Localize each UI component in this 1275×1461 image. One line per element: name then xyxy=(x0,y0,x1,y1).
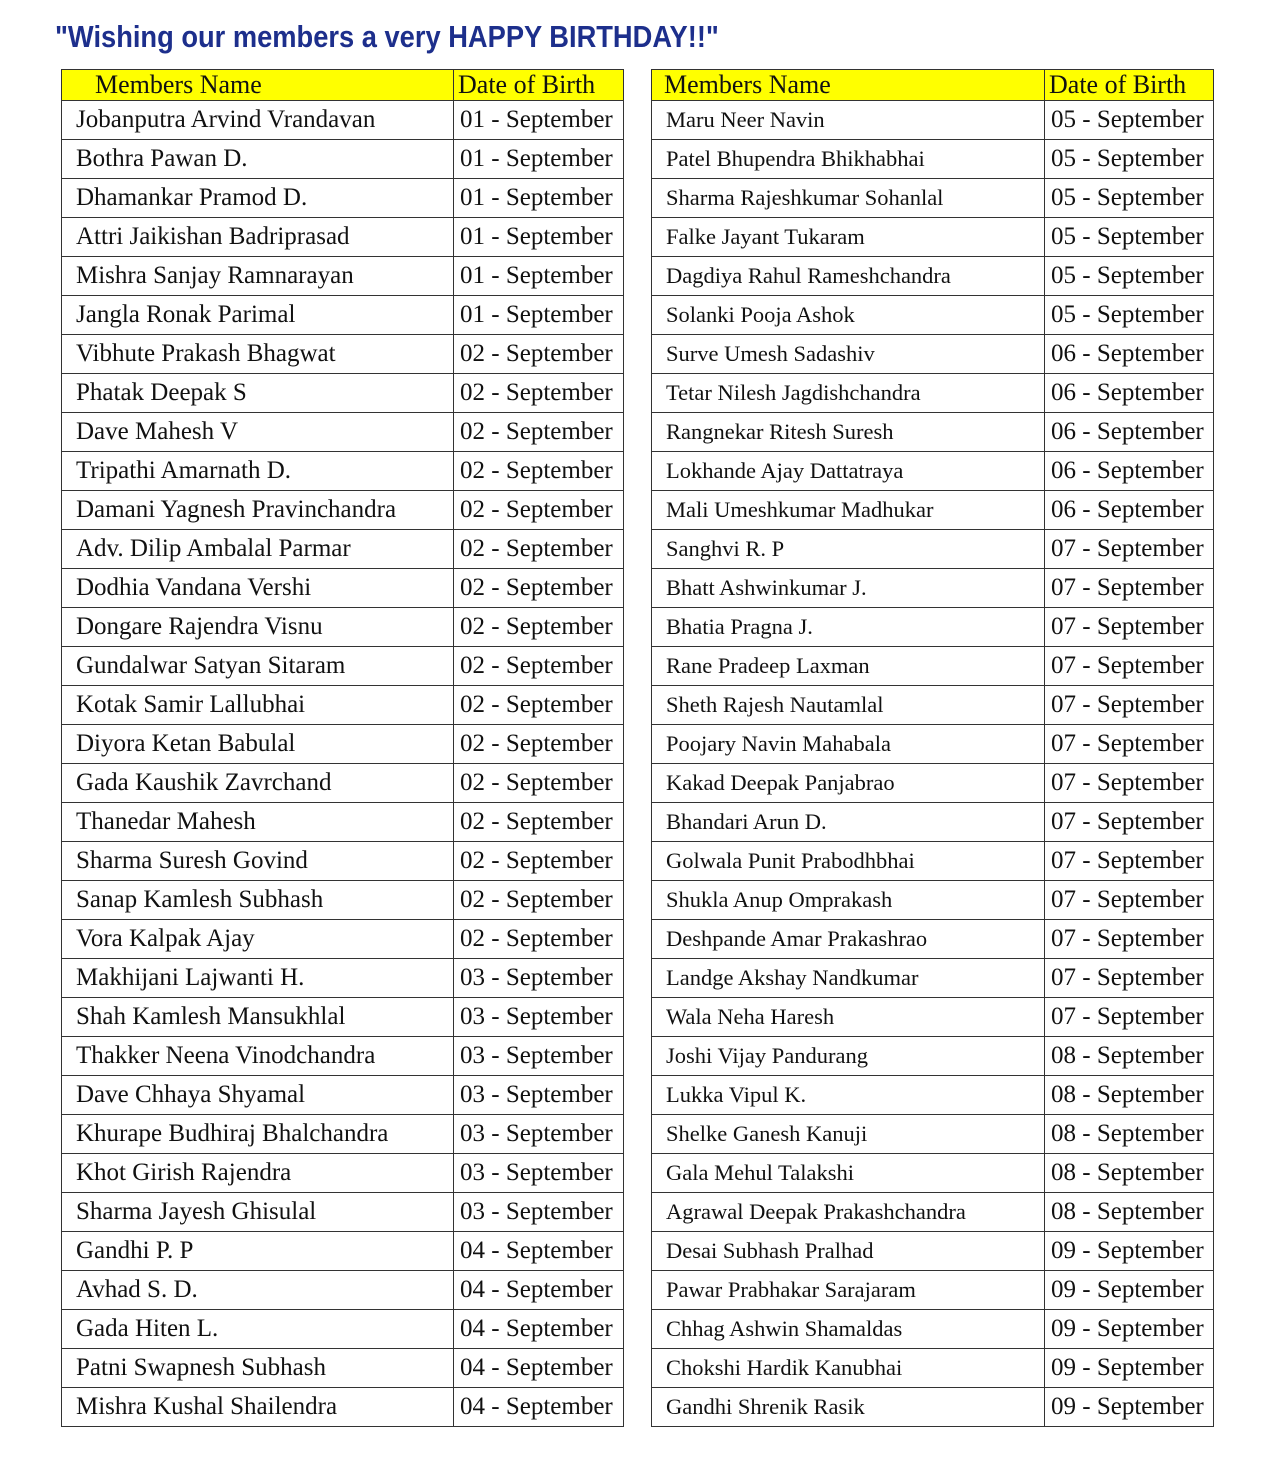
table-row xyxy=(652,530,1214,569)
table-row xyxy=(652,452,1214,491)
table-row xyxy=(652,1349,1214,1388)
table-row xyxy=(652,374,1214,413)
table-row xyxy=(62,920,624,959)
member-name-cell: Mishra Sanjay Ramnarayan xyxy=(62,257,454,296)
date-of-birth-cell: 04 - September xyxy=(454,1271,624,1310)
table-row xyxy=(62,1037,624,1076)
table-row xyxy=(652,881,1214,920)
date-of-birth-cell: 02 - September xyxy=(454,491,624,530)
table-row xyxy=(652,1310,1214,1349)
member-name-cell: Shukla Anup Omprakash xyxy=(652,881,1045,920)
date-of-birth-cell: 01 - September xyxy=(454,296,624,335)
table-row xyxy=(652,1271,1214,1310)
table-row xyxy=(62,1310,624,1349)
member-name-cell: Sharma Suresh Govind xyxy=(62,842,454,881)
date-of-birth-cell: 05 - September xyxy=(1045,218,1214,257)
member-name-cell: Poojary Navin Mahabala xyxy=(652,725,1045,764)
member-name-cell: Deshpande Amar Prakashrao xyxy=(652,920,1045,959)
table-row xyxy=(62,530,624,569)
date-of-birth-cell: 01 - September xyxy=(454,140,624,179)
member-name-cell: Chhag Ashwin Shamaldas xyxy=(652,1310,1045,1349)
table-row xyxy=(652,296,1214,335)
member-name-cell: Makhijani Lajwanti H. xyxy=(62,959,454,998)
table-row xyxy=(62,1154,624,1193)
table-row xyxy=(62,218,624,257)
member-name-cell: Dodhia Vandana Vershi xyxy=(62,569,454,608)
member-name-cell: Landge Akshay Nandkumar xyxy=(652,959,1045,998)
member-name-cell: Avhad S. D. xyxy=(62,1271,454,1310)
member-name-cell: Tetar Nilesh Jagdishchandra xyxy=(652,374,1045,413)
birthday-table-right xyxy=(651,69,1214,1427)
member-name-cell: Gada Hiten L. xyxy=(62,1310,454,1349)
table-row xyxy=(652,803,1214,842)
table-row xyxy=(62,881,624,920)
member-name-cell: Sharma Rajeshkumar Sohanlal xyxy=(652,179,1045,218)
member-name-cell: Adv. Dilip Ambalal Parmar xyxy=(62,530,454,569)
member-name-cell: Chokshi Hardik Kanubhai xyxy=(652,1349,1045,1388)
member-name-cell: Gandhi Shrenik Rasik xyxy=(652,1388,1045,1427)
date-of-birth-cell: 02 - September xyxy=(454,647,624,686)
date-of-birth-cell: 09 - September xyxy=(1045,1271,1214,1310)
member-name-cell: Mishra Kushal Shailendra xyxy=(62,1388,454,1427)
birthday-table-left xyxy=(61,69,624,1427)
date-of-birth-cell: 08 - September xyxy=(1045,1193,1214,1232)
member-name-cell: Maru Neer Navin xyxy=(652,101,1045,140)
date-of-birth-cell: 08 - September xyxy=(1045,1076,1214,1115)
date-of-birth-cell: 09 - September xyxy=(1045,1232,1214,1271)
date-of-birth-cell: 07 - September xyxy=(1045,881,1214,920)
member-name-cell: Pawar Prabhakar Sarajaram xyxy=(652,1271,1045,1310)
table-row xyxy=(62,1232,624,1271)
date-of-birth-cell: 02 - September xyxy=(454,881,624,920)
table-row xyxy=(652,1037,1214,1076)
date-of-birth-cell: 03 - September xyxy=(454,1037,624,1076)
table-row xyxy=(652,764,1214,803)
table-row xyxy=(62,296,624,335)
table-row xyxy=(652,569,1214,608)
member-name-cell: Gala Mehul Talakshi xyxy=(652,1154,1045,1193)
member-name-cell: Thakker Neena Vinodchandra xyxy=(62,1037,454,1076)
member-name-cell: Patel Bhupendra Bhikhabhai xyxy=(652,140,1045,179)
member-name-cell: Phatak Deepak S xyxy=(62,374,454,413)
table-row xyxy=(62,764,624,803)
date-of-birth-cell: 09 - September xyxy=(1045,1349,1214,1388)
table-row xyxy=(62,491,624,530)
member-name-cell: Sanghvi R. P xyxy=(652,530,1045,569)
date-of-birth-cell: 09 - September xyxy=(1045,1310,1214,1349)
table-row xyxy=(62,452,624,491)
date-of-birth-cell: 05 - September xyxy=(1045,179,1214,218)
date-of-birth-cell: 02 - September xyxy=(454,686,624,725)
member-name-cell: Rangnekar Ritesh Suresh xyxy=(652,413,1045,452)
table-row xyxy=(62,140,624,179)
member-name-cell: Jangla Ronak Parimal xyxy=(62,296,454,335)
date-of-birth-cell: 09 - September xyxy=(1045,1388,1214,1427)
date-of-birth-cell: 01 - September xyxy=(454,179,624,218)
date-of-birth-cell: 07 - September xyxy=(1045,998,1214,1037)
member-name-cell: Desai Subhash Pralhad xyxy=(652,1232,1045,1271)
table-row xyxy=(62,569,624,608)
date-of-birth-cell: 07 - September xyxy=(1045,920,1214,959)
date-of-birth-cell: 03 - September xyxy=(454,959,624,998)
column-header-members-name: Members Name xyxy=(652,70,1045,101)
date-of-birth-cell: 07 - September xyxy=(1045,764,1214,803)
date-of-birth-cell: 07 - September xyxy=(1045,647,1214,686)
member-name-cell: Shelke Ganesh Kanuji xyxy=(652,1115,1045,1154)
table-row xyxy=(62,179,624,218)
table-row xyxy=(652,608,1214,647)
member-name-cell: Falke Jayant Tukaram xyxy=(652,218,1045,257)
date-of-birth-cell: 07 - September xyxy=(1045,803,1214,842)
member-name-cell: Thanedar Mahesh xyxy=(62,803,454,842)
member-name-cell: Gundalwar Satyan Sitaram xyxy=(62,647,454,686)
date-of-birth-cell: 05 - September xyxy=(1045,101,1214,140)
table-row xyxy=(652,1388,1214,1427)
table-row xyxy=(62,647,624,686)
member-name-cell: Dagdiya Rahul Rameshchandra xyxy=(652,257,1045,296)
table-row xyxy=(652,413,1214,452)
table-row xyxy=(652,920,1214,959)
date-of-birth-cell: 04 - September xyxy=(454,1349,624,1388)
date-of-birth-cell: 05 - September xyxy=(1045,296,1214,335)
date-of-birth-cell: 02 - September xyxy=(454,803,624,842)
table-row xyxy=(652,686,1214,725)
member-name-cell: Rane Pradeep Laxman xyxy=(652,647,1045,686)
member-name-cell: Lukka Vipul K. xyxy=(652,1076,1045,1115)
table-row xyxy=(62,686,624,725)
table-row xyxy=(62,257,624,296)
column-header-date-of-birth: Date of Birth xyxy=(1045,70,1214,101)
member-name-cell: Attri Jaikishan Badriprasad xyxy=(62,218,454,257)
table-row xyxy=(652,647,1214,686)
member-name-cell: Bhatt Ashwinkumar J. xyxy=(652,569,1045,608)
member-name-cell: Diyora Ketan Babulal xyxy=(62,725,454,764)
table-row xyxy=(652,218,1214,257)
date-of-birth-cell: 03 - September xyxy=(454,1154,624,1193)
table-row xyxy=(62,1193,624,1232)
date-of-birth-cell: 02 - September xyxy=(454,842,624,881)
table-row xyxy=(62,725,624,764)
date-of-birth-cell: 02 - September xyxy=(454,374,624,413)
table-row xyxy=(62,1115,624,1154)
member-name-cell: Bhandari Arun D. xyxy=(652,803,1045,842)
member-name-cell: Patni Swapnesh Subhash xyxy=(62,1349,454,1388)
date-of-birth-cell: 08 - September xyxy=(1045,1115,1214,1154)
table-row xyxy=(652,140,1214,179)
date-of-birth-cell: 07 - September xyxy=(1045,569,1214,608)
table-row xyxy=(62,413,624,452)
member-name-cell: Dhamankar Pramod D. xyxy=(62,179,454,218)
member-name-cell: Bothra Pawan D. xyxy=(62,140,454,179)
table-row xyxy=(652,842,1214,881)
date-of-birth-cell: 02 - September xyxy=(454,569,624,608)
date-of-birth-cell: 02 - September xyxy=(454,608,624,647)
date-of-birth-cell: 07 - September xyxy=(1045,959,1214,998)
table-row xyxy=(652,1076,1214,1115)
date-of-birth-cell: 06 - September xyxy=(1045,452,1214,491)
date-of-birth-cell: 07 - September xyxy=(1045,842,1214,881)
date-of-birth-cell: 02 - September xyxy=(454,452,624,491)
table-row xyxy=(62,608,624,647)
member-name-cell: Shah Kamlesh Mansukhlal xyxy=(62,998,454,1037)
date-of-birth-cell: 02 - September xyxy=(454,725,624,764)
table-row xyxy=(62,1388,624,1427)
date-of-birth-cell: 06 - September xyxy=(1045,374,1214,413)
page-title: "Wishing our members a very HAPPY BIRTHDAY!!" xyxy=(55,19,719,54)
date-of-birth-cell: 01 - September xyxy=(454,257,624,296)
table-header-row xyxy=(62,70,624,101)
date-of-birth-cell: 07 - September xyxy=(1045,608,1214,647)
member-name-cell: Joshi Vijay Pandurang xyxy=(652,1037,1045,1076)
date-of-birth-cell: 03 - September xyxy=(454,1076,624,1115)
table-row xyxy=(652,1232,1214,1271)
date-of-birth-cell: 05 - September xyxy=(1045,257,1214,296)
date-of-birth-cell: 04 - September xyxy=(454,1232,624,1271)
date-of-birth-cell: 04 - September xyxy=(454,1388,624,1427)
member-name-cell: Damani Yagnesh Pravinchandra xyxy=(62,491,454,530)
date-of-birth-cell: 03 - September xyxy=(454,1193,624,1232)
date-of-birth-cell: 03 - September xyxy=(454,1115,624,1154)
member-name-cell: Golwala Punit Prabodhbhai xyxy=(652,842,1045,881)
table-row xyxy=(62,959,624,998)
member-name-cell: Vibhute Prakash Bhagwat xyxy=(62,335,454,374)
table-row xyxy=(62,842,624,881)
table-row xyxy=(62,374,624,413)
column-header-date-of-birth: Date of Birth xyxy=(454,70,624,101)
member-name-cell: Dave Chhaya Shyamal xyxy=(62,1076,454,1115)
date-of-birth-cell: 07 - September xyxy=(1045,686,1214,725)
table-row xyxy=(62,1271,624,1310)
date-of-birth-cell: 05 - September xyxy=(1045,140,1214,179)
table-body-right xyxy=(652,101,1214,1427)
member-name-cell: Sharma Jayesh Ghisulal xyxy=(62,1193,454,1232)
date-of-birth-cell: 07 - September xyxy=(1045,725,1214,764)
date-of-birth-cell: 06 - September xyxy=(1045,413,1214,452)
date-of-birth-cell: 08 - September xyxy=(1045,1154,1214,1193)
date-of-birth-cell: 07 - September xyxy=(1045,530,1214,569)
member-name-cell: Sheth Rajesh Nautamlal xyxy=(652,686,1045,725)
table-row xyxy=(62,803,624,842)
date-of-birth-cell: 01 - September xyxy=(454,218,624,257)
member-name-cell: Khurape Budhiraj Bhalchandra xyxy=(62,1115,454,1154)
table-row xyxy=(652,998,1214,1037)
table-row xyxy=(652,959,1214,998)
table-row xyxy=(62,1349,624,1388)
column-header-members-name: Members Name xyxy=(62,70,454,101)
member-name-cell: Khot Girish Rajendra xyxy=(62,1154,454,1193)
table-row xyxy=(652,179,1214,218)
table-row xyxy=(62,101,624,140)
date-of-birth-cell: 02 - September xyxy=(454,413,624,452)
table-body-left xyxy=(62,101,624,1427)
table-row xyxy=(62,335,624,374)
member-name-cell: Dongare Rajendra Visnu xyxy=(62,608,454,647)
table-row xyxy=(652,335,1214,374)
date-of-birth-cell: 02 - September xyxy=(454,920,624,959)
member-name-cell: Sanap Kamlesh Subhash xyxy=(62,881,454,920)
table-row xyxy=(62,1076,624,1115)
date-of-birth-cell: 06 - September xyxy=(1045,335,1214,374)
member-name-cell: Agrawal Deepak Prakashchandra xyxy=(652,1193,1045,1232)
table-row xyxy=(652,1154,1214,1193)
member-name-cell: Vora Kalpak Ajay xyxy=(62,920,454,959)
member-name-cell: Wala Neha Haresh xyxy=(652,998,1045,1037)
member-name-cell: Jobanputra Arvind Vrandavan xyxy=(62,101,454,140)
table-row xyxy=(62,998,624,1037)
member-name-cell: Bhatia Pragna J. xyxy=(652,608,1045,647)
table-row xyxy=(652,101,1214,140)
date-of-birth-cell: 02 - September xyxy=(454,335,624,374)
table-row xyxy=(652,491,1214,530)
member-name-cell: Mali Umeshkumar Madhukar xyxy=(652,491,1045,530)
date-of-birth-cell: 06 - September xyxy=(1045,491,1214,530)
member-name-cell: Solanki Pooja Ashok xyxy=(652,296,1045,335)
date-of-birth-cell: 02 - September xyxy=(454,530,624,569)
table-row xyxy=(652,725,1214,764)
member-name-cell: Gandhi P. P xyxy=(62,1232,454,1271)
member-name-cell: Kakad Deepak Panjabrao xyxy=(652,764,1045,803)
date-of-birth-cell: 08 - September xyxy=(1045,1037,1214,1076)
table-row xyxy=(652,1193,1214,1232)
date-of-birth-cell: 04 - September xyxy=(454,1310,624,1349)
member-name-cell: Dave Mahesh V xyxy=(62,413,454,452)
date-of-birth-cell: 01 - September xyxy=(454,101,624,140)
member-name-cell: Lokhande Ajay Dattatraya xyxy=(652,452,1045,491)
member-name-cell: Surve Umesh Sadashiv xyxy=(652,335,1045,374)
member-name-cell: Tripathi Amarnath D. xyxy=(62,452,454,491)
member-name-cell: Kotak Samir Lallubhai xyxy=(62,686,454,725)
table-row xyxy=(652,1115,1214,1154)
date-of-birth-cell: 02 - September xyxy=(454,764,624,803)
member-name-cell: Gada Kaushik Zavrchand xyxy=(62,764,454,803)
table-header-row xyxy=(652,70,1214,101)
date-of-birth-cell: 03 - September xyxy=(454,998,624,1037)
table-row xyxy=(652,257,1214,296)
